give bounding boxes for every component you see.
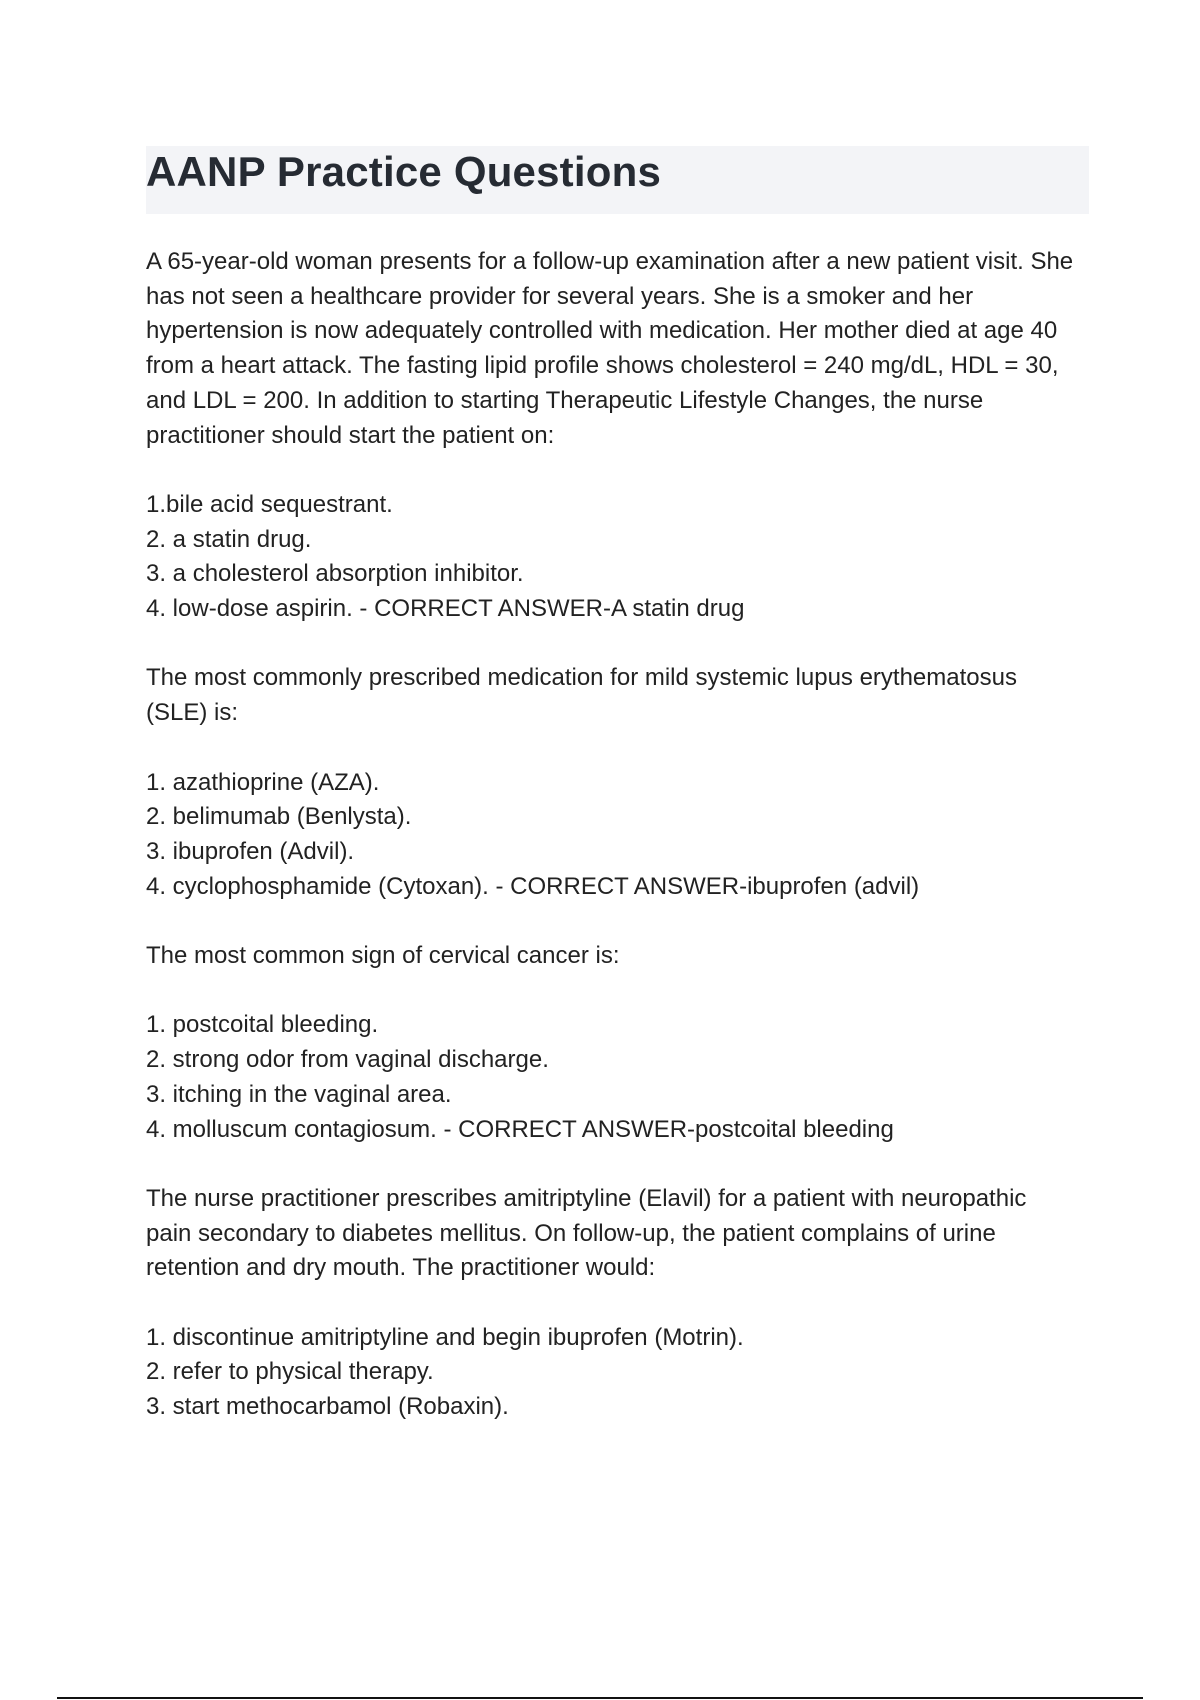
answer-option: 3. start methocarbamol (Robaxin). xyxy=(146,1393,509,1421)
footer-divider xyxy=(57,1697,1143,1699)
answer-options xyxy=(146,488,1076,627)
question-4 xyxy=(146,1182,1076,1425)
answer-option: 3. itching in the vaginal area. xyxy=(146,1080,452,1108)
question-3 xyxy=(146,939,1076,1147)
question-2 xyxy=(146,661,1076,904)
answer-options xyxy=(146,1321,1076,1425)
question-stem: A 65-year-old woman presents for a follow-up examination after a new patient visit. She has not seen a healthcare provider for several years. She is a smoker and her hypertension is now adequately controlled with medication. Her mother died at age 40 from a heart attack. The fasting lipid profile shows cholesterol = 240 mg/dL, HDL = 30, and LDL = 200. In addition to starting Therapeutic Lifestyle Changes, the nurse practitioner should start the patient on: xyxy=(146,248,1074,449)
document-body xyxy=(146,245,1076,1459)
question-stem: The most common sign of cervical cancer is: xyxy=(146,942,620,969)
question-stem: The most commonly prescribed medication for mild systemic lupus erythematosus (SLE) is: xyxy=(146,664,1017,727)
answer-option: 3. ibuprofen (Advil). xyxy=(146,837,355,865)
answer-option: 2. belimumab (Benlysta). xyxy=(146,803,412,831)
answer-option: 2. strong odor from vaginal discharge. xyxy=(146,1046,549,1074)
answer-option: 4. molluscum contagiosum. - CORRECT ANSWER-postcoital bleeding xyxy=(146,1115,894,1143)
answer-option: 1. discontinue amitriptyline and begin ibuprofen (Motrin). xyxy=(146,1323,744,1351)
answer-option: 1.bile acid sequestrant. xyxy=(146,490,393,518)
answer-option: 1. azathioprine (AZA). xyxy=(146,768,380,796)
question-1 xyxy=(146,245,1076,627)
page-title: AANP Practice Questions xyxy=(146,148,661,195)
answer-option: 3. a cholesterol absorption inhibitor. xyxy=(146,560,524,588)
answer-option: 4. cyclophosphamide (Cytoxan). - CORRECT ANSWER-ibuprofen (advil) xyxy=(146,872,920,900)
answer-options xyxy=(146,1008,1076,1147)
answer-option: 2. refer to physical therapy. xyxy=(146,1358,434,1386)
answer-options xyxy=(146,766,1076,905)
answer-option: 4. low-dose aspirin. - CORRECT ANSWER-A statin drug xyxy=(146,595,745,623)
answer-option: 2. a statin drug. xyxy=(146,525,312,553)
question-stem: The nurse practitioner prescribes amitriptyline (Elavil) for a patient with neuropathic pain secondary to diabetes mellitus. On follow-up, the patient complains of urine retention and dry mouth. The practitioner would: xyxy=(146,1184,1027,1282)
answer-option: 1. postcoital bleeding. xyxy=(146,1011,379,1039)
